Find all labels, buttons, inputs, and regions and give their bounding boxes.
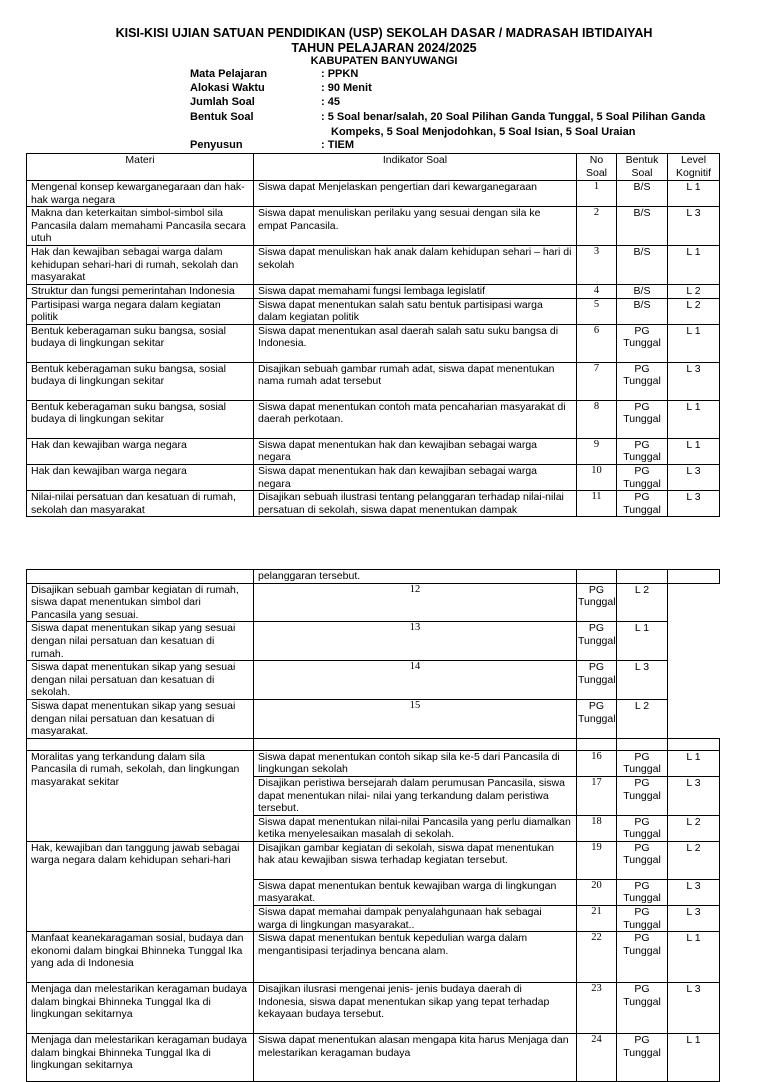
indikator-cell: Siswa dapat menuliskan perilaku yang sesuai dengan sila ke empat Pancasila. xyxy=(254,207,577,246)
no-soal-cell: 20 xyxy=(577,879,617,905)
bentuk-soal-cell: PG Tunggal xyxy=(617,464,668,490)
level-kognitif-cell: L 1 xyxy=(668,400,720,438)
level-kognitif-cell: L 2 xyxy=(668,298,720,324)
table-row xyxy=(27,464,720,490)
indikator-cell: Siswa dapat menentukan bentuk kewajiban warga di lingkungan masyarakat. xyxy=(254,879,577,905)
bentuk-soal-cell: B/S xyxy=(617,245,668,284)
indikator-cell: Siswa dapat menentukan sikap yang sesuai dengan nilai persatuan dan kesatuan di rumah. xyxy=(27,622,254,661)
meta-bentuk-label: Bentuk Soal xyxy=(190,111,254,123)
indikator-cell: Siswa dapat menuliskan hak anak dalam kehidupan sehari – hari di sekolah xyxy=(254,245,577,284)
indikator-cell: Siswa dapat menentukan sikap yang sesuai dengan nilai persatuan dan kesatuan di sekolah. xyxy=(27,661,254,700)
table-row xyxy=(27,1034,720,1082)
no-soal-cell: 7 xyxy=(577,362,617,400)
table-row xyxy=(27,245,720,284)
bentuk-soal-cell: PG Tunggal xyxy=(577,622,617,661)
bentuk-soal-cell: PG Tunggal xyxy=(617,400,668,438)
no-soal-cell: 6 xyxy=(577,324,617,362)
indikator-cell: Siswa dapat menentukan bentuk kepedulian warga dalam mengantisipasi terjadinya bencana alam. xyxy=(254,932,577,983)
indikator-cell: Siswa dapat menentukan sikap yang sesuai dengan nilai persatuan dan kesatuan di masyarakat. xyxy=(27,699,254,738)
indikator-cell: Disajikan sebuah ilustrasi tentang pelanggaran terhadap nilai-nilai persatuan di sekolah, siswa dapat menentukan dampak xyxy=(254,491,577,517)
level-kognitif-cell: L 1 xyxy=(668,181,720,207)
table-row xyxy=(27,841,720,879)
kisi-kisi-table-page1 xyxy=(26,153,720,517)
indikator-cell: Siswa dapat menentukan salah satu bentuk partisipasi warga dalam kegiatan politik xyxy=(254,298,577,324)
level-kognitif-cell: L 3 xyxy=(668,983,720,1034)
header-bentuk-soal: Bentuk Soal xyxy=(617,154,668,181)
bentuk-soal-cell: PG Tunggal xyxy=(617,438,668,464)
bentuk-soal-cell: PG Tunggal xyxy=(617,491,668,517)
materi-cell: Partisipasi warga negara dalam kegiatan politik xyxy=(27,298,254,324)
materi-cell: Mengenal konsep kewarganegaraan dan hak-hak warga negara xyxy=(27,181,254,207)
level-kognitif-cell xyxy=(668,570,720,584)
table-header-row xyxy=(27,154,720,181)
meta-penyusun-value: : TIEM xyxy=(321,139,354,151)
table-body-tail xyxy=(27,932,720,1082)
table-row xyxy=(27,932,720,983)
table-body-hak xyxy=(27,841,720,931)
meta-jumlah-label: Jumlah Soal xyxy=(190,96,255,108)
level-kognitif-cell: L 1 xyxy=(668,750,720,776)
no-soal-cell: 14 xyxy=(254,661,577,700)
bentuk-soal-cell: PG Tunggal xyxy=(577,661,617,700)
level-kognitif-cell: L 1 xyxy=(668,932,720,983)
table-row xyxy=(27,362,720,400)
materi-cell: Moralitas yang terkandung dalam sila Pancasila di rumah, sekolah, dan lingkungan masyarakat sekitar xyxy=(27,750,254,841)
indikator-cell: Siswa dapat menentukan contoh sikap sila ke-5 dari Pancasila di lingkungan sekolah xyxy=(254,750,577,776)
indikator-cell: Disajikan ilusrasi mengenai jenis- jenis budaya daerah di Indonesia, siswa dapat menentukan sikap yang tepat terhadap kekayaan budaya tersebut. xyxy=(254,983,577,1034)
no-soal-cell: 17 xyxy=(577,776,617,815)
level-kognitif-cell: L 1 xyxy=(668,438,720,464)
indikator-cell: Siswa dapat menentukan asal daerah salah satu suku bangsa di Indonesia. xyxy=(254,324,577,362)
table-row xyxy=(27,622,720,661)
level-kognitif-cell: L 3 xyxy=(668,464,720,490)
level-kognitif-cell: L 2 xyxy=(668,284,720,298)
document-subtitle-year: TAHUN PELAJARAN 2024/2025 xyxy=(291,41,477,55)
bentuk-soal-cell: PG Tunggal xyxy=(617,1034,668,1082)
meta-mapel-value: : PPKN xyxy=(321,68,359,80)
no-soal-cell: 23 xyxy=(577,983,617,1034)
level-kognitif-cell: L 1 xyxy=(668,245,720,284)
indikator-cell: Disajikan peristiwa bersejarah dalam perumusan Pancasila, siswa dapat menentukan nilai- nilai yang terkandung dalam peristiwa tersebut. xyxy=(254,776,577,815)
indikator-cell: pelanggaran tersebut. xyxy=(254,570,577,584)
level-kognitif-cell: L 3 xyxy=(668,776,720,815)
table-body-page1 xyxy=(27,181,720,517)
no-soal-cell: 3 xyxy=(577,245,617,284)
bentuk-soal-cell: B/S xyxy=(617,284,668,298)
bentuk-soal-cell: PG Tunggal xyxy=(617,906,668,932)
no-soal-cell: 19 xyxy=(577,841,617,879)
header-indikator: Indikator Soal xyxy=(254,154,577,181)
table-row xyxy=(27,324,720,362)
materi-cell-empty xyxy=(27,570,254,584)
bentuk-soal-cell: PG Tunggal xyxy=(617,879,668,905)
level-kognitif-cell: L 1 xyxy=(617,622,668,661)
meta-waktu-label: Alokasi Waktu xyxy=(190,82,265,94)
materi-cell: Hak dan kewajiban sebagai warga dalam kehidupan sehari-hari di rumah, sekolah dan masyarakat xyxy=(27,245,254,284)
no-soal-cell: 22 xyxy=(577,932,617,983)
no-soal-cell: 16 xyxy=(577,750,617,776)
materi-cell: Hak dan kewajiban warga negara xyxy=(27,438,254,464)
materi-cell: Nilai-nilai persatuan dan kesatuan di rumah, sekolah dan masyarakat xyxy=(27,491,254,517)
no-soal-cell: 21 xyxy=(577,906,617,932)
bentuk-soal-cell xyxy=(617,570,668,584)
level-kognitif-cell: L 2 xyxy=(668,815,720,841)
level-kognitif-cell: L 3 xyxy=(617,661,668,700)
table-row xyxy=(27,400,720,438)
bentuk-soal-cell: PG Tunggal xyxy=(617,841,668,879)
materi-cell: Makna dan keterkaitan simbol-simbol sila Pancasila dalam memahami Pancasila secara utuh xyxy=(27,207,254,246)
indikator-cell: Siswa dapat menentukan hak dan kewajiban sebagai warga negara xyxy=(254,438,577,464)
table-row xyxy=(27,284,720,298)
indikator-cell: Disajikan gambar kegiatan di sekolah, siswa dapat menentukan hak atau kewajiban siswa terhadap kegiatan tersebut. xyxy=(254,841,577,879)
indikator-cell: Siswa dapat memahai dampak penyalahgunaan hak sebagai warga di lingkungan masyarakat.. xyxy=(254,906,577,932)
no-soal-cell: 1 xyxy=(577,181,617,207)
materi-cell: Menjaga dan melestarikan keragaman budaya dalam bingkai Bhinneka Tunggal Ika di lingkungan sekitarnya xyxy=(27,983,254,1034)
no-soal-cell: 9 xyxy=(577,438,617,464)
document-title: KISI-KISI UJIAN SATUAN PENDIDIKAN (USP) SEKOLAH DASAR / MADRASAH IBTIDAIYAH xyxy=(115,26,653,40)
bentuk-soal-cell: B/S xyxy=(617,181,668,207)
level-kognitif-cell: L 3 xyxy=(668,906,720,932)
table-row xyxy=(27,207,720,246)
bentuk-soal-cell: PG Tunggal xyxy=(617,983,668,1034)
no-soal-cell: 15 xyxy=(254,699,577,738)
table-row xyxy=(27,570,720,584)
table-row xyxy=(27,699,720,738)
table-body-page2 xyxy=(27,570,720,584)
materi-cell: Bentuk keberagaman suku bangsa, sosial budaya di lingkungan sekitar xyxy=(27,362,254,400)
materi-cell: Hak, kewajiban dan tanggung jawab sebagai warga negara dalam kehidupan sehari-hari xyxy=(27,841,254,931)
level-kognitif-cell: L 2 xyxy=(617,583,668,622)
header-level-kognitif: Level Kognitif xyxy=(668,154,720,181)
table-body-page2-rows xyxy=(27,583,720,738)
level-kognitif-cell: L 3 xyxy=(668,879,720,905)
table-body-page2-spacer xyxy=(27,738,720,750)
table-row xyxy=(27,661,720,700)
no-soal-cell: 2 xyxy=(577,207,617,246)
table-row xyxy=(27,438,720,464)
bentuk-soal-cell: PG Tunggal xyxy=(577,699,617,738)
table-row xyxy=(27,983,720,1034)
bentuk-soal-cell: PG Tunggal xyxy=(617,776,668,815)
kisi-kisi-table-page2 xyxy=(26,569,720,1082)
meta-bentuk-value-line1: : 5 Soal benar/salah, 20 Soal Pilihan Ganda Tunggal, 5 Soal Pilihan Ganda xyxy=(321,111,706,123)
meta-waktu-value: : 90 Menit xyxy=(321,82,372,94)
materi-cell: Bentuk keberagaman suku bangsa, sosial budaya di lingkungan sekitar xyxy=(27,324,254,362)
level-kognitif-cell: L 3 xyxy=(668,491,720,517)
level-kognitif-cell: L 2 xyxy=(668,841,720,879)
no-soal-cell: 12 xyxy=(254,583,577,622)
materi-cell: Menjaga dan melestarikan keragaman budaya dalam bingkai Bhinneka Tunggal Ika di lingkungan sekitarnya xyxy=(27,1034,254,1082)
materi-cell: Struktur dan fungsi pemerintahan Indonesia xyxy=(27,284,254,298)
indikator-cell: Disajikan sebuah gambar kegiatan di rumah, siswa dapat menentukan simbol dari Pancasila yang sesuai. xyxy=(27,583,254,622)
no-soal-cell: 10 xyxy=(577,464,617,490)
no-soal-cell: 24 xyxy=(577,1034,617,1082)
bentuk-soal-cell: PG Tunggal xyxy=(617,815,668,841)
materi-cell: Hak dan kewajiban warga negara xyxy=(27,464,254,490)
materi-cell: Manfaat keanekaragaman sosial, budaya dan ekonomi dalam bingkai Bhinneka Tunggal Ika yang ada di Indonesia xyxy=(27,932,254,983)
table-body-moralitas xyxy=(27,750,720,841)
level-kognitif-cell: L 2 xyxy=(617,699,668,738)
materi-cell: Bentuk keberagaman suku bangsa, sosial budaya di lingkungan sekitar xyxy=(27,400,254,438)
table-row xyxy=(27,298,720,324)
no-soal-cell xyxy=(577,570,617,584)
indikator-cell: Siswa dapat menentukan alasan mengapa kita harus Menjaga dan melestarikan keragaman budaya xyxy=(254,1034,577,1082)
bentuk-soal-cell: PG Tunggal xyxy=(617,362,668,400)
no-soal-cell: 5 xyxy=(577,298,617,324)
document-subtitle-region: KABUPATEN BANYUWANGI xyxy=(310,55,458,67)
no-soal-cell: 4 xyxy=(577,284,617,298)
no-soal-cell: 18 xyxy=(577,815,617,841)
meta-bentuk-value-line2: Kompeks, 5 Soal Menjodohkan, 5 Soal Isian, 5 Soal Uraian xyxy=(331,126,636,138)
meta-jumlah-value: : 45 xyxy=(321,96,340,108)
bentuk-soal-cell: PG Tunggal xyxy=(617,324,668,362)
no-soal-cell: 8 xyxy=(577,400,617,438)
indikator-cell: Siswa dapat menentukan contoh mata pencaharian masyarakat di daerah perkotaan. xyxy=(254,400,577,438)
indikator-cell: Siswa dapat memahami fungsi lembaga legislatif xyxy=(254,284,577,298)
no-soal-cell: 11 xyxy=(577,491,617,517)
bentuk-soal-cell: PG Tunggal xyxy=(577,583,617,622)
header-materi: Materi xyxy=(27,154,254,181)
level-kognitif-cell: L 1 xyxy=(668,1034,720,1082)
bentuk-soal-cell: PG Tunggal xyxy=(617,932,668,983)
level-kognitif-cell: L 3 xyxy=(668,362,720,400)
table-row xyxy=(27,583,720,622)
table-row xyxy=(27,181,720,207)
indikator-cell: Disajikan sebuah gambar rumah adat, siswa dapat menentukan nama rumah adat tersebut xyxy=(254,362,577,400)
table-row xyxy=(27,750,720,776)
header-no-soal: No Soal xyxy=(577,154,617,181)
bentuk-soal-cell: B/S xyxy=(617,207,668,246)
level-kognitif-cell: L 3 xyxy=(668,207,720,246)
meta-penyusun-label: Penyusun xyxy=(190,139,243,151)
table-row xyxy=(27,491,720,517)
indikator-cell: Siswa dapat menentukan nilai-nilai Pancasila yang perlu diamalkan ketika menyelesaikan masalah di sekolah. xyxy=(254,815,577,841)
bentuk-soal-cell: PG Tunggal xyxy=(617,750,668,776)
bentuk-soal-cell: B/S xyxy=(617,298,668,324)
table-row-spacer xyxy=(27,738,720,750)
level-kognitif-cell: L 1 xyxy=(668,324,720,362)
meta-mapel-label: Mata Pelajaran xyxy=(190,68,268,80)
no-soal-cell: 13 xyxy=(254,622,577,661)
indikator-cell: Siswa dapat Menjelaskan pengertian dari kewarganegaraan xyxy=(254,181,577,207)
indikator-cell: Siswa dapat menentukan hak dan kewajiban sebagai warga negara xyxy=(254,464,577,490)
